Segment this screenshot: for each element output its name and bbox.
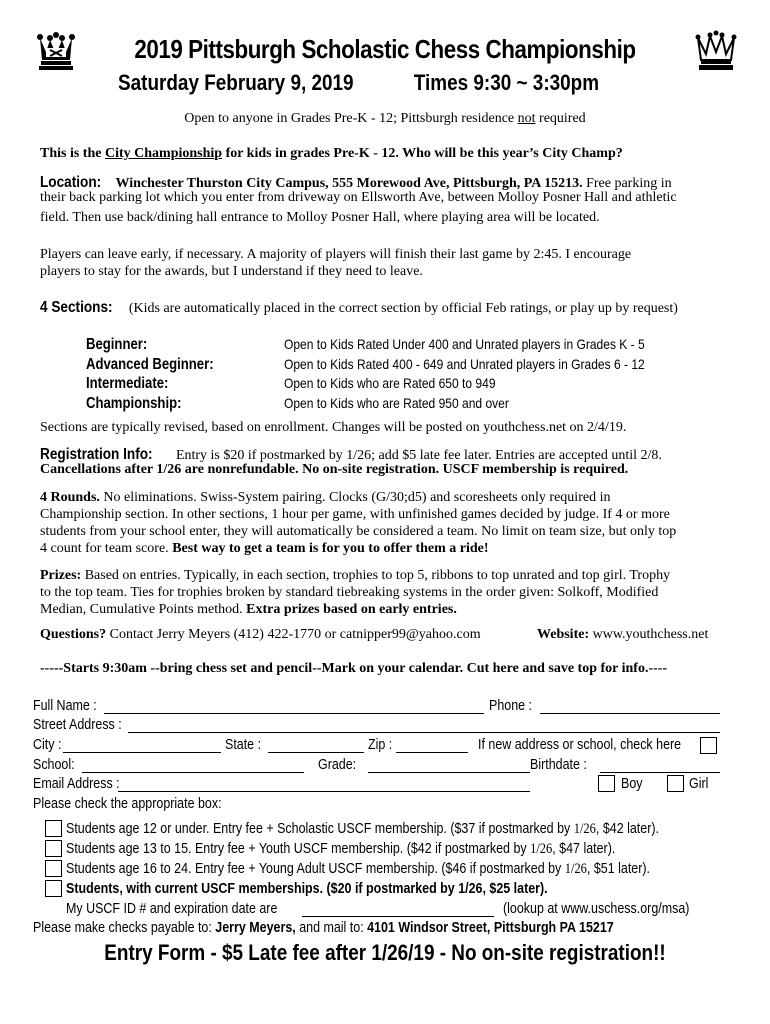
section-row: Intermediate: Open to Kids who are Rated 650 to 949 bbox=[86, 375, 496, 392]
zip-label: Zip : bbox=[368, 737, 393, 753]
street-address-label: Street Address : bbox=[33, 717, 122, 733]
option-checkbox-13-15[interactable] bbox=[45, 840, 62, 857]
section-row: Championship: Open to Kids who are Rated 950 and over bbox=[86, 394, 509, 412]
registration-paragraph: Registration Info: Entry is $20 if postmarked by 1/26; add $5 late fee later. Entries are accepted until 2/8. Cancellations after 1/26 are nonrefundable. No on-site registration. USCF membership is required. bbox=[40, 446, 662, 477]
location-paragraph: Location: Winchester Thurston City Campus, 555 Morewood Ave, Pittsburgh, PA 15213. Free parking in their back parking lot which you enter from driveway on Ellsworth Ave, between Molloy Posner Hall and athletic field. Then use back/dining hall entrance to Molloy Posner Hall, where playing area will be located. bbox=[40, 174, 677, 225]
street-address-field[interactable] bbox=[128, 732, 720, 733]
prizes-paragraph: Prizes: Based on entries. Typically, in each section, trophies to top 5, ribbons to top unrated and top girl. Trophy to the top team. Ties for trophies broken by standard tiebreaking systems in the order given: Solkoff, Modified Median, Cumulative Points method. Extra prizes based on early entries. bbox=[40, 568, 671, 617]
intro-line: This is the City Championship for kids in grades Pre-K - 12. Who will be this year’s City Champ? bbox=[40, 146, 623, 161]
sections-list bbox=[86, 336, 726, 414]
option-13-15: Students age 13 to 15. Entry fee + Youth USCF membership. ($42 if postmarked by 1/26, $47 later). bbox=[66, 841, 616, 857]
option-checkbox-16-24[interactable] bbox=[45, 860, 62, 877]
event-date-time bbox=[118, 70, 599, 96]
uscf-id-field[interactable] bbox=[302, 916, 494, 917]
new-address-label: If new address or school, check here bbox=[478, 737, 682, 753]
sections-heading: 4 Sections: (Kids are automatically placed in the correct section by official Feb ratings, or play up by request) bbox=[40, 299, 678, 316]
cut-line: -----Starts 9:30am --bring chess set and pencil--Mark on your calendar. Cut here and save top for info.---- bbox=[40, 661, 668, 676]
sections-revised-note: Sections are typically revised, based on enrollment. Changes will be posted on youthchess.net on 2/4/19. bbox=[40, 420, 627, 435]
website-line: Website: www.youthchess.net bbox=[537, 627, 709, 642]
full-name-label: Full Name : bbox=[33, 698, 97, 714]
section-row: Beginner: Open to Kids Rated Under 400 and Unrated players in Grades K - 5 bbox=[86, 336, 645, 353]
email-label: Email Address : bbox=[33, 776, 120, 792]
phone-label: Phone : bbox=[489, 698, 532, 714]
section-row: Advanced Beginner: Open to Kids Rated 400 - 649 and Unrated players in Grades 6 - 12 bbox=[86, 355, 645, 373]
page-title: 2019 Pittsburgh Scholastic Chess Championship bbox=[134, 34, 636, 64]
event-date: Saturday February 9, 2019 bbox=[118, 70, 354, 95]
option-under-12: Students age 12 or under. Entry fee + Scholastic USCF membership. ($37 if postmarked by 1/26, $42 later). bbox=[66, 821, 659, 837]
option-checkbox-current-uscf[interactable] bbox=[45, 880, 62, 897]
state-field[interactable] bbox=[268, 752, 364, 753]
school-label: School: bbox=[33, 757, 75, 773]
new-address-checkbox[interactable] bbox=[700, 737, 717, 754]
school-field[interactable] bbox=[82, 772, 304, 773]
location-label: Location: bbox=[40, 174, 102, 191]
event-times: Times 9:30 ~ 3:30pm bbox=[413, 70, 600, 95]
option-16-24: Students age 16 to 24. Entry fee + Young Adult USCF membership. ($46 if postmarked by 1/26, $51 later). bbox=[66, 861, 650, 877]
rounds-paragraph: 4 Rounds. No eliminations. Swiss-System pairing. Clocks (G/30;d5) and scoresheets only required in Championship section. In other sections, 1 hour per game, with unfinished games decided by judge. If 4 or more students from your school enter, they will automatically be considered a team. No limit on team size, but only top 4 count for team score. Best way to get a team is for you to offer them a ride! bbox=[40, 490, 677, 556]
checks-payable-line: Please make checks payable to: Jerry Meyers, and mail to: 4101 Windsor Street, Pittsburgh PA 15217 bbox=[33, 920, 614, 936]
birthdate-label: Birthdate : bbox=[530, 757, 587, 773]
entry-form-footer: Entry Form - $5 Late fee after 1/26/19 - No on-site registration!! bbox=[104, 940, 666, 965]
option-checkbox-under-12[interactable] bbox=[45, 820, 62, 837]
state-label: State : bbox=[225, 737, 262, 753]
option-current-uscf: Students, with current USCF memberships. ($20 if postmarked by 1/26, $25 later). bbox=[66, 881, 548, 897]
leave-early-paragraph: Players can leave early, if necessary. A majority of players will finish their last game by 2:45. I encourage players to stay for the awards, but I understand if they need to leave. bbox=[40, 247, 632, 279]
phone-field[interactable] bbox=[540, 713, 720, 714]
city-field[interactable] bbox=[63, 752, 221, 753]
uscf-lookup-note: (lookup at www.uschess.org/msa) bbox=[503, 901, 690, 917]
contact-line: Questions? Contact Jerry Meyers (412) 422-1770 or catnipper99@yahoo.com bbox=[40, 627, 481, 642]
girl-label: Girl bbox=[689, 776, 709, 792]
city-label: City : bbox=[33, 737, 62, 753]
uscf-id-label: My USCF ID # and expiration date are bbox=[66, 901, 278, 917]
full-name-field[interactable] bbox=[104, 713, 484, 714]
check-box-instruction: Please check the appropriate box: bbox=[33, 796, 222, 812]
email-field[interactable] bbox=[118, 791, 530, 792]
grade-field[interactable] bbox=[368, 772, 530, 773]
eligibility-line: Open to anyone in Grades Pre-K - 12; Pittsburgh residence not required bbox=[184, 111, 586, 126]
boy-label: Boy bbox=[621, 776, 643, 792]
boy-checkbox[interactable] bbox=[598, 775, 615, 792]
girl-checkbox[interactable] bbox=[667, 775, 684, 792]
zip-field[interactable] bbox=[396, 752, 468, 753]
birthdate-field[interactable] bbox=[600, 772, 720, 773]
grade-label: Grade: bbox=[318, 757, 357, 773]
